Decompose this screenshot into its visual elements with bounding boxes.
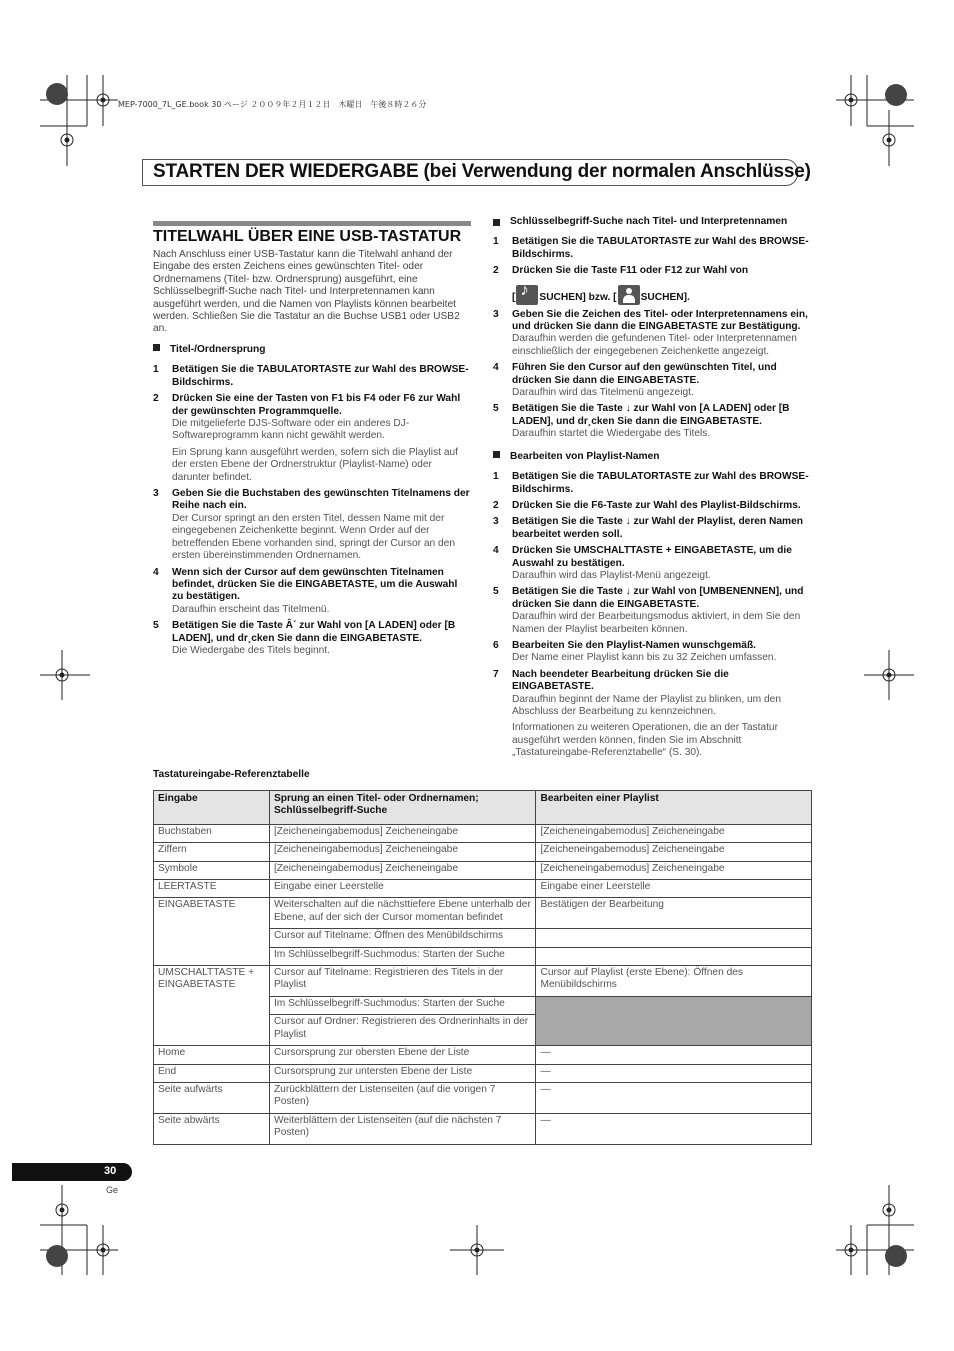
table-row bbox=[154, 1113, 812, 1144]
suche-step: 1 Betätigen Sie die TABULATORTASTE zur Wahl des BROWSE-Bildschirms. bbox=[493, 236, 809, 260]
step-description: Daraufhin erscheint das Titelmenü. bbox=[172, 603, 330, 615]
table-row bbox=[154, 1082, 812, 1113]
table-cell: [Zeicheneingabemodus] Zeicheneingabe bbox=[269, 843, 536, 861]
file-header: MEP-7000_7L_GE.book 30 ページ ２００９年２月１２日 木曜日 午後８時２６分 bbox=[118, 100, 427, 109]
step-item bbox=[153, 488, 471, 562]
table-cell: Cursor auf Titelname: Öffnen des Menübildschirms bbox=[269, 929, 536, 947]
step-number: 2 bbox=[153, 393, 159, 405]
person-icon bbox=[618, 285, 640, 305]
table-cell: [Zeicheneingabemodus] Zeicheneingabe bbox=[536, 861, 812, 879]
step-text: Bearbeiten Sie den Playlist-Namen wunschgemäß. bbox=[512, 639, 757, 651]
table-cell: Seite aufwärts bbox=[154, 1082, 270, 1113]
table-cell-shaded bbox=[536, 996, 812, 1045]
suche-section bbox=[493, 212, 811, 764]
step-number: 4 bbox=[493, 362, 499, 374]
playlist-steps bbox=[493, 471, 811, 760]
step-number: 4 bbox=[153, 566, 159, 578]
step-number: 3 bbox=[493, 516, 499, 528]
table-cell: [Zeicheneingabemodus] Zeicheneingabe bbox=[269, 824, 536, 842]
music-note-icon bbox=[516, 285, 538, 305]
table-cell: End bbox=[154, 1064, 270, 1082]
table-cell: — bbox=[536, 1064, 812, 1082]
step-number: 5 bbox=[493, 403, 499, 415]
table-cell: Ziffern bbox=[154, 843, 270, 861]
step-note: Ein Sprung kann ausgeführt werden, sofern sich die Playlist auf der ersten Ebene der Ordnerstruktur (Playlist-Name) oder darunter befindet. bbox=[172, 446, 458, 483]
step-number: 2 bbox=[493, 499, 499, 511]
suche-heading: Schlüsselbegriff-Suche nach Titel- und Interpretennamen bbox=[493, 216, 811, 228]
step-description: Daraufhin werden die gefundenen Titel- oder Interpretennamen einschließlich der eingegebenen Zeichenkette angezeigt. bbox=[512, 333, 797, 357]
table-cell: Zurückblättern der Listenseiten (auf die vorigen 7 Posten) bbox=[269, 1082, 536, 1113]
step-text: Drücken Sie eine der Tasten von F1 bis F4 oder F6 zur Wahl der gewünschten Programmquelle. bbox=[172, 393, 461, 417]
step-text: Betätigen Sie die Taste ↓ zur Wahl von [A LADEN] oder [B LADEN], und dr¸cken Sie dann die EINGABETASTE. bbox=[512, 403, 790, 427]
table-caption: Tastatureingabe-Referenztabelle bbox=[153, 769, 310, 780]
step-description: Daraufhin startet die Wiedergabe des Titels. bbox=[512, 428, 711, 440]
bullet-square-icon bbox=[153, 344, 160, 351]
step-description: Daraufhin beginnt der Name der Playlist zu blinken, um den Abschluss der Bearbeitung zu kennzeichnen. bbox=[512, 693, 781, 717]
step-item bbox=[493, 669, 811, 760]
step-item bbox=[493, 500, 811, 512]
step-item bbox=[493, 403, 811, 440]
table-header: Eingabe bbox=[154, 791, 270, 825]
step-text: Betätigen Sie die TABULATORTASTE zur Wahl des BROWSE-Bildschirms. bbox=[172, 364, 469, 388]
step-item bbox=[153, 364, 471, 389]
step-number: 7 bbox=[493, 668, 499, 680]
step-number: 1 bbox=[493, 471, 499, 483]
step-description: Der Name einer Playlist kann bis zu 32 Zeichen umfassen. bbox=[512, 652, 777, 664]
table-cell: Cursorsprung zur untersten Ebene der Liste bbox=[269, 1064, 536, 1082]
step-text: Betätigen Sie die Taste ↓ zur Wahl von [UMBENENNEN], und drücken Sie dann die EINGABETASTE. bbox=[512, 586, 804, 610]
table-header-row bbox=[154, 791, 812, 825]
step-item bbox=[153, 393, 471, 484]
table-cell: Seite abwärts bbox=[154, 1113, 270, 1144]
table-cell bbox=[536, 947, 812, 965]
table-row bbox=[154, 824, 812, 842]
step-number: 3 bbox=[493, 308, 499, 320]
table-row bbox=[154, 1046, 812, 1064]
step-text: Drücken Sie UMSCHALTTASTE + EINGABETASTE, um die Auswahl zu bestätigen. bbox=[512, 545, 792, 569]
titel-sprung-section bbox=[153, 334, 471, 661]
section-bar bbox=[153, 221, 471, 226]
step-description: Der Cursor springt an den ersten Titel, dessen Name mit der eingegebenen Zeichenkette beginnt. Wenn Order auf der betreffenden Ebene vorhanden sind, springt der Cursor an den ersten übereinstimmenden Ordnernamen. bbox=[172, 512, 455, 562]
step-number: 4 bbox=[493, 545, 499, 557]
table-row bbox=[154, 861, 812, 879]
step-text: Wenn sich der Cursor auf dem gewünschten Titelnamen befindet, drücken Sie die EINGABETASTE, um die Auswahl zu bestätigen. bbox=[172, 566, 458, 603]
step-text: Nach beendeter Bearbeitung drücken Sie die EINGABETASTE. bbox=[512, 668, 729, 693]
table-cell: [Zeicheneingabemodus] Zeicheneingabe bbox=[536, 843, 812, 861]
table-cell: — bbox=[536, 1046, 812, 1064]
table-cell: Cursor auf Ordner: Registrieren des Ordnerinhalts in der Playlist bbox=[269, 1015, 536, 1046]
table-cell: Cursorsprung zur obersten Ebene der Liste bbox=[269, 1046, 536, 1064]
table-row bbox=[154, 843, 812, 861]
table-cell: Weiterblättern der Listenseiten (auf die nächsten 7 Posten) bbox=[269, 1113, 536, 1144]
step-description: Die Wiedergabe des Titels beginnt. bbox=[172, 644, 330, 656]
table-row bbox=[154, 966, 812, 997]
step-number: 1 bbox=[153, 364, 159, 376]
page-language: Ge bbox=[106, 1185, 119, 1195]
step-text: Betätigen Sie die Taste ↓ zur Wahl der Playlist, deren Namen bearbeitet werden soll. bbox=[512, 516, 803, 540]
table-cell: UMSCHALTTASTE + EINGABETASTE bbox=[154, 966, 270, 1046]
table-row bbox=[154, 880, 812, 898]
step-number: 5 bbox=[493, 586, 499, 598]
step-item bbox=[493, 362, 811, 399]
section-title: TITELWAHL ÜBER EINE USB-TASTATUR bbox=[153, 228, 462, 245]
table-cell: LEERTASTE bbox=[154, 880, 270, 898]
step-text: Geben Sie die Zeichen des Titel- oder Interpretennamens ein, und drücken Sie dann die EINGABETASTE zur Bestätigung. bbox=[512, 308, 808, 333]
table-cell: — bbox=[536, 1113, 812, 1144]
table-cell: [Zeicheneingabemodus] Zeicheneingabe bbox=[269, 861, 536, 879]
bullet-square-icon bbox=[493, 451, 500, 458]
suche-steps bbox=[493, 309, 811, 441]
intro-text: Nach Anschluss einer USB-Tastatur kann die Titelwahl anhand der Eingabe des ersten Zeichens eines gewünschten Titel- oder Ordnernamens (Titel- bzw. Ordnersprung) ausgeführt, eine Schlüsselbegriff-Suche nach Titel- und Interpretennamen kann ausgeführt werden, und die Namen von Playlists können bearbeitet werden. Schließen Sie die Tastatur an die Buchse USB1 oder USB2 an. bbox=[153, 249, 460, 335]
step-item bbox=[493, 309, 811, 359]
table-cell: Home bbox=[154, 1046, 270, 1064]
step-number: 6 bbox=[493, 639, 499, 651]
table-row bbox=[154, 898, 812, 929]
step-item bbox=[493, 516, 811, 541]
step-text: Betätigen Sie die TABULATORTASTE zur Wahl des BROWSE-Bildschirms. bbox=[512, 471, 809, 495]
table-cell: Cursor auf Playlist (erste Ebene): Öffnen des Menübildschirms bbox=[536, 966, 812, 997]
step-text: Betätigen Sie die Taste Â´ zur Wahl von [A LADEN] oder [B LADEN], und dr¸cken Sie dann die EINGABETASTE. bbox=[172, 620, 456, 644]
step-description: Die mitgelieferte DJS-Software oder ein anderes DJ-Softwareprogramm kann nicht gewählt werden. bbox=[172, 418, 410, 442]
playlist-heading: Bearbeiten von Playlist-Namen bbox=[493, 451, 811, 463]
step-description: Daraufhin wird der Bearbeitungsmodus aktiviert, in dem Sie den Namen der Playlist bearbeiten können. bbox=[512, 611, 801, 635]
table-cell: Im Schlüsselbegriff-Suchmodus: Starten der Suche bbox=[269, 996, 536, 1014]
table-cell: Im Schlüsselbegriff-Suchmodus: Starten der Suche bbox=[269, 947, 536, 965]
step-item bbox=[493, 586, 811, 636]
step-item bbox=[493, 640, 811, 665]
table-cell: Weiterschalten auf die nächsttiefere Ebene unterhalb der Ebene, auf der sich der Cursor momentan befindet bbox=[269, 898, 536, 929]
step-item bbox=[493, 545, 811, 582]
titel-sprung-steps bbox=[153, 364, 471, 657]
table-cell: — bbox=[536, 1082, 812, 1113]
table-cell: Bestätigen der Bearbeitung bbox=[536, 898, 812, 929]
suche-step: 2 Drücken Sie die Taste F11 oder F12 zur Wahl von [♪ SUCHEN] bzw. [ SUCHEN]. bbox=[493, 265, 811, 304]
step-text: Geben Sie die Buchstaben des gewünschten Titelnamens der Reihe nach ein. bbox=[172, 488, 470, 512]
step-note: Informationen zu weiteren Operationen, die an der Tastatur ausgeführt werden können, finden Sie im Abschnitt „Tastatureingabe-Referenztabelle“ (S. 30). bbox=[512, 722, 778, 759]
table-cell bbox=[536, 929, 812, 947]
table-row bbox=[154, 1064, 812, 1082]
table-cell: Eingabe einer Leerstelle bbox=[269, 880, 536, 898]
step-number: 3 bbox=[153, 488, 159, 500]
table-cell: EINGABETASTE bbox=[154, 898, 270, 966]
step-item bbox=[493, 471, 811, 496]
table-cell: Symbole bbox=[154, 861, 270, 879]
step-item bbox=[153, 567, 471, 617]
table-cell: Eingabe einer Leerstelle bbox=[536, 880, 812, 898]
table-cell: [Zeicheneingabemodus] Zeicheneingabe bbox=[536, 824, 812, 842]
page-number: 30 bbox=[104, 1165, 117, 1177]
table-cell: Buchstaben bbox=[154, 824, 270, 842]
table-cell: Cursor auf Titelname: Registrieren des Titels in der Playlist bbox=[269, 966, 536, 997]
page-title: STARTEN DER WIEDERGABE (bei Verwendung der normalen Anschlüsse) bbox=[153, 161, 811, 182]
reference-table bbox=[153, 790, 812, 1145]
table-header: Bearbeiten einer Playlist bbox=[536, 791, 812, 825]
step-description: Daraufhin wird das Titelmenü angezeigt. bbox=[512, 387, 694, 399]
bullet-square-icon bbox=[493, 219, 500, 226]
titel-sprung-heading: Titel-/Ordnersprung bbox=[153, 344, 471, 356]
step-text: Drücken Sie die F6-Taste zur Wahl des Playlist-Bildschirms. bbox=[512, 499, 801, 511]
step-text: Führen Sie den Cursor auf den gewünschten Titel, und drücken Sie dann die EINGABETASTE. bbox=[512, 362, 777, 386]
table-header: Sprung an einen Titel- oder Ordnernamen; Schlüsselbegriff-Suche bbox=[269, 791, 536, 825]
step-number: 5 bbox=[153, 620, 159, 632]
step-description: Daraufhin wird das Playlist-Menü angezeigt. bbox=[512, 569, 711, 581]
step-item bbox=[153, 620, 471, 657]
